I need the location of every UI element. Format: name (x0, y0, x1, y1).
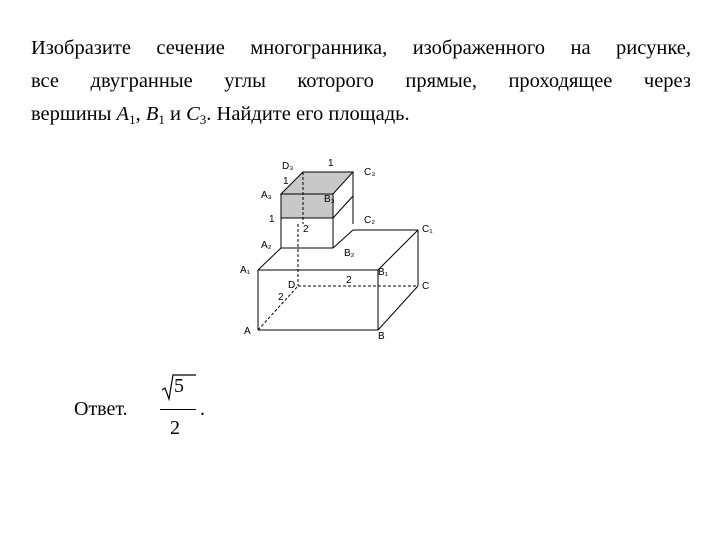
polyhedron-figure (236, 152, 446, 342)
label-c: C (422, 281, 430, 292)
answer-label: Ответ. (74, 398, 128, 420)
label-mid-two: 2 (303, 224, 309, 235)
label-b3: B₃ (324, 194, 335, 205)
label-mid-one: 1 (269, 214, 275, 225)
fraction-bar (160, 409, 196, 410)
label-c2: C₂ (364, 215, 376, 226)
problem-line-2: все двугранные углы которого прямые, проходящее через (31, 70, 691, 92)
label-left-two: 2 (278, 292, 284, 303)
problem-line-1: Изобразите сечение многогранника, изображенного на рисунке, (31, 37, 691, 59)
radicand: 5 (174, 375, 184, 397)
answer-fraction (160, 372, 196, 442)
label-a2: A₂ (261, 240, 272, 251)
problem-text (31, 32, 691, 131)
label-b1: B₁ (378, 267, 389, 278)
label-a3: A₃ (261, 190, 272, 201)
label-c3: C₃ (364, 167, 376, 178)
label-b2: B₂ (344, 248, 355, 259)
label-a1: A₁ (240, 265, 251, 276)
fraction-denominator: 2 (170, 417, 180, 439)
problem-line-3: вершины $A_1$, $B_1$ и $C_3$. Найдите его площадь. (31, 103, 410, 127)
label-c1: C₁ (422, 224, 433, 235)
fraction-numerator (162, 372, 196, 402)
label-b: B (378, 331, 385, 342)
label-a: A (244, 326, 251, 337)
label-d3: D₃ (282, 161, 294, 172)
label-d: D (288, 280, 296, 291)
answer-dot: . (200, 398, 205, 420)
label-top-length: 1 (328, 158, 334, 169)
label-bottom-two: 2 (346, 275, 352, 286)
label-left-top-one: 1 (283, 176, 289, 187)
